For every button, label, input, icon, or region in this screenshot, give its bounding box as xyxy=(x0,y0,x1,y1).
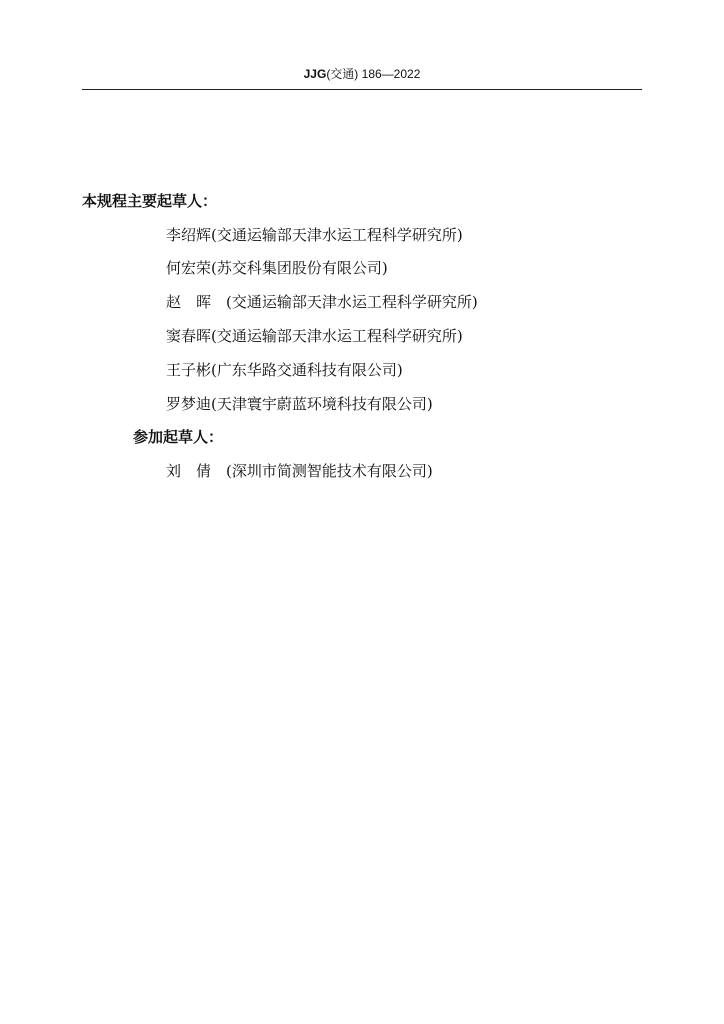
header-rule xyxy=(82,89,642,90)
drafter-entry xyxy=(166,292,478,312)
participating-drafters-title: 参加起草人： xyxy=(133,428,224,446)
drafter-org: (交通运输部天津水运工程科学研究所) xyxy=(226,293,478,311)
standard-number: 186—2022 xyxy=(361,67,421,81)
drafter-entry xyxy=(166,225,463,245)
drafter-name: 罗梦迪 xyxy=(166,395,212,413)
drafter-entry xyxy=(166,461,433,481)
drafter-org: (天津寰宇蔚蓝环境科技有限公司) xyxy=(211,395,433,413)
drafter-name: 李绍辉 xyxy=(166,226,212,244)
drafter-org: (交通运输部天津水运工程科学研究所) xyxy=(211,327,463,345)
drafter-entry xyxy=(166,360,403,380)
drafter-name: 窦春晖 xyxy=(166,327,212,345)
drafter-name: 刘倩 xyxy=(166,462,227,480)
standard-code: JJG xyxy=(303,67,327,81)
drafter-name: 赵晖 xyxy=(166,293,227,311)
drafter-org: (深圳市简测智能技术有限公司) xyxy=(226,462,433,480)
drafter-entry xyxy=(166,326,463,346)
drafter-org: (广东华路交通科技有限公司) xyxy=(211,361,403,379)
drafter-org: (交通运输部天津水运工程科学研究所) xyxy=(211,226,463,244)
drafter-org: (苏交科集团股份有限公司) xyxy=(211,259,388,277)
drafter-entry xyxy=(166,394,433,414)
main-drafters-title: 本规程主要起草人： xyxy=(82,192,218,210)
drafter-name: 王子彬 xyxy=(166,361,212,379)
drafter-entry xyxy=(166,258,388,278)
standard-category: (交通) xyxy=(326,67,359,81)
drafter-name: 何宏荣 xyxy=(166,259,212,277)
page-header xyxy=(0,66,724,82)
